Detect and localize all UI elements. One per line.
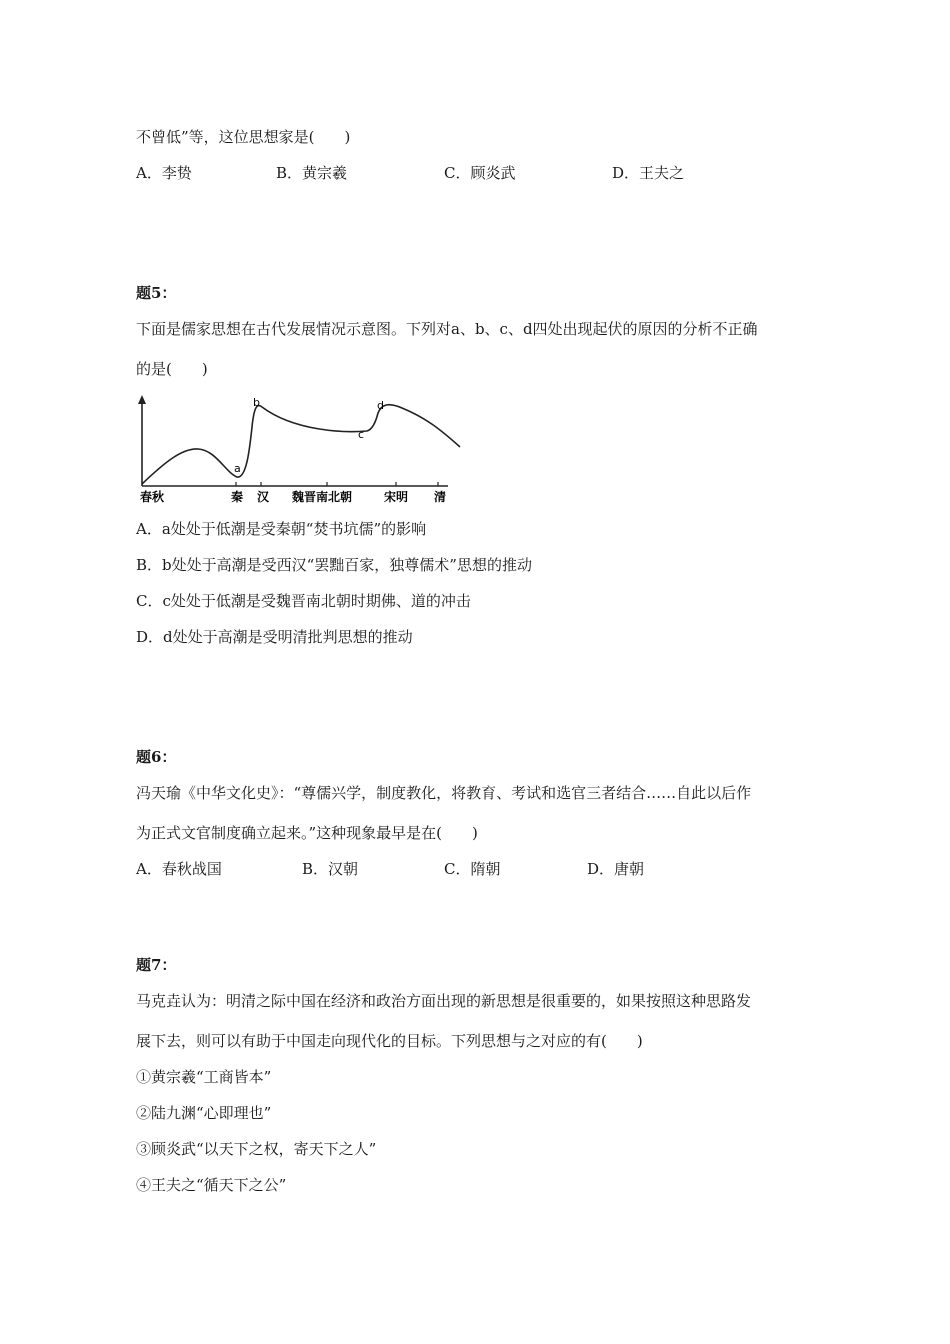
q6-option-c: C．隋朝: [444, 860, 501, 878]
q7-item-4: ④王夫之“循天下之公”: [136, 1176, 287, 1194]
q5-heading: 题5：: [136, 284, 177, 302]
x-label-chunqiu: 春秋: [140, 490, 165, 504]
point-label-b: b: [253, 396, 260, 409]
q5-option-a: A．a处处于低潮是受秦朝“焚书坑儒”的影响: [136, 520, 427, 538]
point-label-a: a: [234, 462, 241, 475]
q6-stem-line-1: 冯天瑜《中华文化史》：“尊儒兴学，制度教化，将教育、考试和选官三者结合……自此以后作: [136, 784, 752, 802]
q4-option-b: B．黄宗羲: [276, 164, 348, 182]
q7-stem-line-1: 马克垚认为：明清之际中国在经济和政治方面出现的新思想是很重要的，如果按照这种思路发: [136, 992, 752, 1010]
q7-heading: 题7：: [136, 956, 177, 974]
q6-option-a: A．春秋战国: [136, 860, 222, 878]
q4-option-a: A．李贽: [136, 164, 192, 182]
x-label-qin: 秦: [231, 490, 244, 504]
q4-option-c: C．顾炎武: [444, 164, 516, 182]
x-label-han: 汉: [257, 490, 270, 504]
q4-stem-tail: 不曾低”等，这位思想家是( ): [136, 128, 351, 146]
q6-heading: 题6：: [136, 748, 177, 766]
q5-option-d: D．d处处于高潮是受明清批判思想的推动: [136, 628, 413, 646]
q7-item-3: ③顾炎武“以天下之权，寄天下之人”: [136, 1140, 377, 1158]
confucianism-development-diagram: [134, 393, 464, 505]
q5-option-b: B．b处处于高潮是受西汉“罢黜百家，独尊儒术”思想的推动: [136, 556, 532, 574]
q6-option-b: B．汉朝: [302, 860, 359, 878]
x-label-songming: 宋明: [384, 490, 409, 504]
q7-item-2: ②陆九渊“心即理也”: [136, 1104, 272, 1122]
q6-option-d: D．唐朝: [587, 860, 645, 878]
q5-option-c: C．c处处于低潮是受魏晋南北朝时期佛、道的冲击: [136, 592, 471, 610]
x-label-qing: 清: [434, 490, 447, 504]
q4-option-d: D．王夫之: [612, 164, 685, 182]
x-label-wjnbc: 魏晋南北朝: [292, 490, 353, 504]
point-label-d: d: [377, 399, 384, 412]
q7-item-1: ①黄宗羲“工商皆本”: [136, 1068, 272, 1086]
point-label-c: c: [358, 428, 365, 441]
development-curve: [142, 405, 460, 484]
q5-stem-line-1: 下面是儒家思想在古代发展情况示意图。下列对a、b、c、d四处出现起伏的原因的分析不正确: [136, 320, 758, 338]
y-axis-arrow: [138, 395, 146, 404]
q6-stem-line-2: 为正式文官制度确立起来。”这种现象最早是在( ): [136, 824, 478, 842]
q7-stem-line-2: 展下去，则可以有助于中国走向现代化的目标。下列思想与之对应的有( ): [136, 1032, 643, 1050]
q5-stem-line-2: 的是( ): [136, 360, 208, 378]
